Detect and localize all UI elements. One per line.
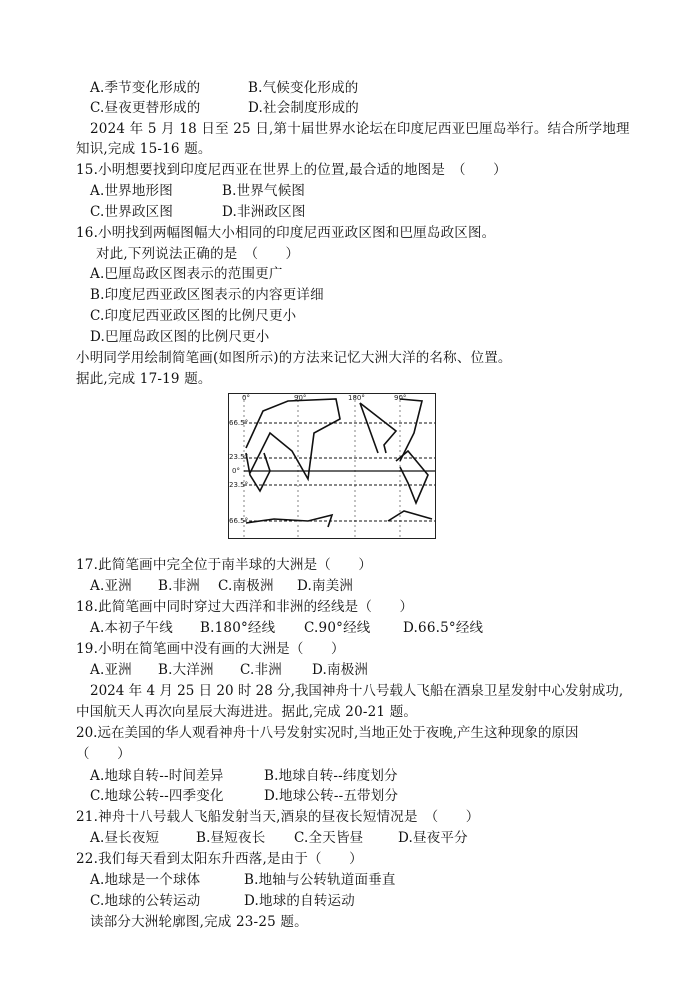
intro-20-21-line1: 2024 年 4 月 25 日 20 时 28 分,我国神舟十八号载人飞船在酒泉卫星发射中心发射成功,	[90, 683, 624, 699]
continents-sketch-figure	[228, 393, 436, 539]
q15-option-b: B.世界气候图	[222, 183, 306, 199]
q14-option-c: C.昼夜更替形成的	[90, 100, 201, 116]
q14-option-a: A.季节变化形成的	[90, 80, 201, 96]
intro-17-19-line1: 小明同学用绘制简笔画(如图所示)的方法来记忆大洲大洋的名称、位置。	[76, 350, 512, 366]
q19-stem: 19.小明在简笔画中没有画的大洲是（ ）	[76, 641, 345, 657]
intro-23-25-line1: 读部分大洲轮廓图,完成 23-25 题。	[90, 914, 308, 930]
q15-option-d: D.非洲政区图	[222, 204, 306, 220]
q14-option-b: B.气候变化形成的	[248, 80, 359, 96]
q17-stem: 17.此简笔画中完全位于南半球的大洲是（ ）	[76, 557, 373, 573]
sketch-label-90w: 90°	[394, 394, 407, 402]
sketch-label-90e: 90°	[294, 394, 307, 402]
q21-option-d: D.昼夜平分	[398, 830, 468, 846]
intro-17-19-line2: 据此,完成 17-19 题。	[76, 371, 212, 387]
q15-option-c: C.世界政区图	[90, 204, 174, 220]
q17-option-c: C.南极洲	[218, 578, 274, 594]
q21-option-a: A.昼长夜短	[90, 830, 160, 846]
q22-option-c: C.地球的公转运动	[90, 893, 201, 909]
q16-stem-line1: 16.小明找到两幅图幅大小相同的印度尼西亚政区图和巴厘岛政区图。	[76, 225, 496, 241]
q15-stem: 15.小明想要找到印度尼西亚在世界上的位置,最合适的地图是 （ ）	[76, 162, 507, 178]
sketch-label-23n: 23.5°	[229, 453, 249, 461]
q17-option-d: D.南美洲	[297, 578, 354, 594]
q15-option-a: A.世界地形图	[90, 183, 173, 199]
q20-option-c: C.地球公转--四季变化	[90, 788, 224, 804]
q16-option-a: A.巴厘岛政区图表示的范围更广	[90, 266, 283, 282]
sketch-label-equator: 0°	[232, 467, 240, 475]
q18-option-d: D.66.5°经线	[403, 620, 484, 636]
q19-option-d: D.南极洲	[312, 662, 369, 678]
q21-stem: 21.神舟十八号载人飞船发射当天,酒泉的昼夜长短情况是 （ ）	[76, 809, 480, 825]
q17-option-b: B.非洲	[158, 578, 201, 594]
q20-stem-line2: （ ）	[76, 746, 131, 762]
q14-option-d: D.社会制度形成的	[248, 100, 359, 116]
sketch-label-180: 180°	[348, 394, 365, 402]
q18-stem: 18.此简笔画中同时穿过大西洋和非洲的经线是（ ）	[76, 599, 414, 615]
sketch-label-23s: 23.5°	[229, 481, 249, 489]
q16-option-d: D.巴厘岛政区图的比例尺更小	[90, 329, 270, 345]
q20-option-a: A.地球自转--时间差异	[90, 768, 224, 784]
q22-option-a: A.地球是一个球体	[90, 872, 201, 888]
q22-stem: 22.我们每天看到太阳东升西落,是由于（ ）	[76, 851, 363, 867]
intro-20-21-line2: 中国航天人再次向星辰大海进进。据此,完成 20-21 题。	[76, 704, 418, 720]
q18-option-a: A.本初子午线	[90, 620, 173, 636]
q16-option-c: C.印度尼西亚政区图的比例尺更小	[90, 308, 297, 324]
intro-15-16-line2: 知识,完成 15-16 题。	[76, 141, 212, 157]
q21-option-b: B.昼短夜长	[196, 830, 266, 846]
q17-option-a: A.亚洲	[90, 578, 132, 594]
sketch-label-0: 0°	[242, 394, 250, 402]
q19-option-c: C.非洲	[240, 662, 282, 678]
intro-15-16-line1: 2024 年 5 月 18 日至 25 日,第十届世界水论坛在印度尼西亚巴厘岛举行。结合所学地理	[90, 121, 630, 137]
q19-option-b: B.大洋洲	[158, 662, 214, 678]
q20-stem-line1: 20.远在美国的华人观看神舟十八号发射实况时,当地正处于夜晚,产生这种现象的原因	[76, 725, 579, 741]
q18-option-c: C.90°经线	[304, 620, 371, 636]
q22-option-b: B.地轴与公转轨道面垂直	[244, 872, 396, 888]
sketch-label-66s: 66.5°	[229, 517, 249, 525]
q16-option-b: B.印度尼西亚政区图表示的内容更详细	[90, 287, 324, 303]
q16-stem-line2: 对此,下列说法正确的是 （ ）	[96, 246, 300, 262]
q20-option-b: B.地球自转--纬度划分	[264, 768, 398, 784]
q19-option-a: A.亚洲	[90, 662, 132, 678]
q18-option-b: B.180°经线	[200, 620, 276, 636]
sketch-label-66n: 66.5°	[229, 419, 249, 427]
q22-option-d: D.地球的自转运动	[244, 893, 355, 909]
q21-option-c: C.全天皆昼	[294, 830, 364, 846]
q20-option-d: D.地球公转--五带划分	[264, 788, 399, 804]
